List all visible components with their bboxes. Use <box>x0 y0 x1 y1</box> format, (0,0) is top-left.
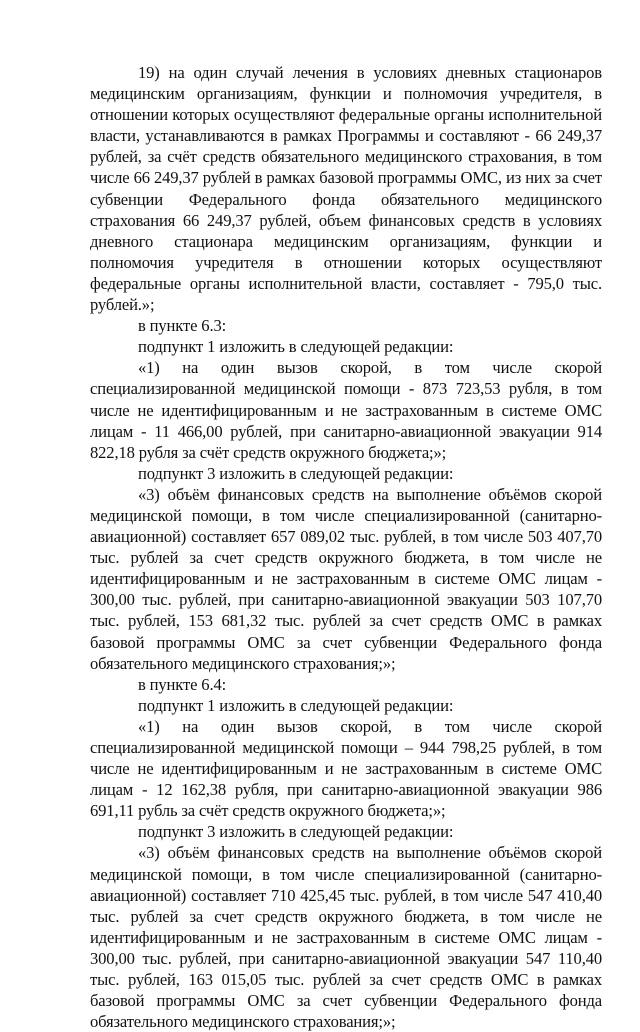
document-body <box>90 62 602 1032</box>
paragraph-clause-6-3: в пункте 6.3: <box>138 316 227 336</box>
paragraph-subclause-1-intro-6-4: подпункт 1 изложить в следующей редакции: <box>138 695 454 715</box>
paragraph-subclause-1-text: «1) на один вызов скорой, в том числе скорой специализированной медицинской помощи - 873 723,53 рубля, в том числе не идентифицированным и не застрахованным в системе ОМС лицам - 11 466,00 рублей, при санитарно-авиационной эвакуации 914 822,18 рубля за счёт средств окружного бюджета;»; <box>90 358 602 462</box>
paragraph-item-19: 19) на один случай лечения в условиях дневных стационаров медицинским организациям, функции и полномочия учредителя, в отношении которых осуществляют федеральные органы исполнительной власти, устанавливаются в рамках Программы и составляют - 66 249,37 рублей, за счёт средств обязательного медицинского страхования, в том числе 66 249,37 рублей в рамках базовой программы ОМС, из них за счет субвенции Федерального фонда обязательного медицинского страхования 66 249,37 рублей, объем финансовых средств в условиях дневного стационара медицинским организациям, функции и полномочия учредителя в отношении которых осуществляют федеральные органы исполнительной власти, составляет - 795,0 тыс. рублей.»; <box>90 63 602 315</box>
paragraph-subclause-1-text-6-4: «1) на один вызов скорой, в том числе скорой специализированной медицинской помощи – 944 798,25 рублей, в том числе не идентифицированным и не застрахованным в системе ОМС лицам - 12 162,38 рубля, при санитарно-авиационной эвакуации 986 691,11 рубль за счёт средств окружного бюджета;»; <box>90 716 602 821</box>
paragraph-subclause-3-intro-6-4: подпункт 3 изложить в следующей редакции: <box>138 822 454 842</box>
paragraph-subclause-1-intro: подпункт 1 изложить в следующей редакции: <box>138 337 454 357</box>
paragraph-subclause-3-text: «3) объём финансовых средств на выполнение объёмов скорой медицинской помощи, в том числе специализированной (санитарно-авиационной) составляет 657 089,02 тыс. рублей, в том числе 503 407,70 тыс. рублей за счет средств окружного бюджета, в том числе не идентифицированным и не застрахованным в системе ОМС лицам - 300,00 тыс. рублей, при санитарно-авиационной эвакуации 503 107,70 тыс. рублей, 153 681,32 тыс. рублей за счет средств ОМС в рамках базовой программы ОМС за счет субвенции Федерального фонда обязательного медицинского страхования;»; <box>90 484 602 673</box>
paragraph-clause-6-4: в пункте 6.4: <box>138 674 227 694</box>
paragraph-subclause-3-text-6-4: «3) объём финансовых средств на выполнение объёмов скорой медицинской помощи, в том числе специализированной (санитарно-авиационной) составляет 710 425,45 тыс. рублей, в том числе 547 410,40 тыс. рублей за счет средств окружного бюджета, в том числе не идентифицированным и не застрахованным в системе ОМС лицам - 300,00 тыс. рублей, при санитарно-авиационной эвакуации 547 110,40 тыс. рублей, 163 015,05 тыс. рублей за счет средств ОМС в рамках базовой программы ОМС за счет субвенции Федерального фонда обязательного медицинского страхования;»; <box>90 843 602 1032</box>
paragraph-subclause-3-intro: подпункт 3 изложить в следующей редакции: <box>138 463 454 483</box>
